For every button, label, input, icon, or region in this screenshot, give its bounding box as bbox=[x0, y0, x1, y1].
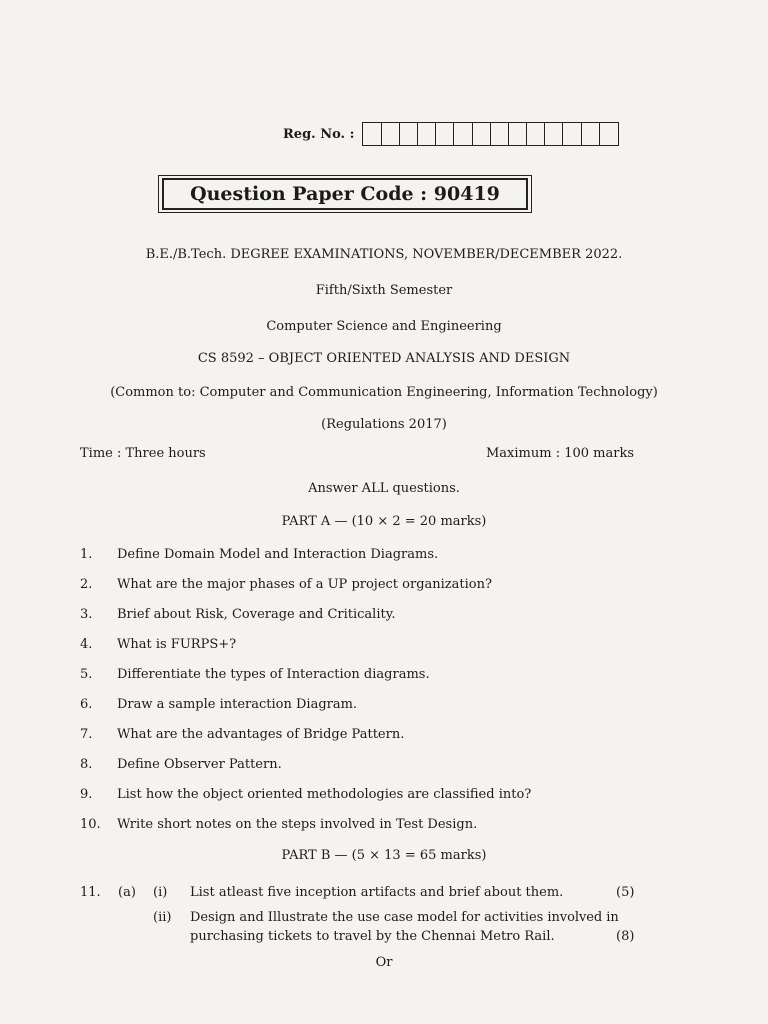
question-text: What is FURPS+? bbox=[117, 637, 237, 652]
question-item bbox=[80, 547, 438, 562]
question-number: 8. bbox=[80, 757, 93, 772]
q11-ii-text-2: purchasing tickets to travel by the Chennai Metro Rail. bbox=[190, 929, 555, 944]
question-text: Brief about Risk, Coverage and Criticality. bbox=[117, 607, 396, 622]
question-number: 6. bbox=[80, 697, 93, 712]
reg-no-box bbox=[563, 123, 581, 145]
reg-no-box bbox=[527, 123, 545, 145]
course-title: CS 8592 – OBJECT ORIENTED ANALYSIS AND DESIGN bbox=[197, 351, 571, 366]
reg-no-box bbox=[363, 123, 381, 145]
question-item bbox=[80, 637, 236, 652]
q11-ii-marks: (8) bbox=[616, 929, 635, 944]
question-text: Draw a sample interaction Diagram. bbox=[117, 697, 358, 712]
q11-i-num: (i) bbox=[153, 885, 168, 900]
reg-no-box bbox=[436, 123, 454, 145]
reg-no-box bbox=[491, 123, 509, 145]
q11-number: 11. bbox=[80, 885, 101, 900]
question-item bbox=[80, 817, 477, 832]
semester: Fifth/Sixth Semester bbox=[315, 283, 453, 298]
question-item bbox=[80, 667, 430, 682]
paper-code: Question Paper Code : 90419 bbox=[162, 178, 528, 210]
reg-no-label: Reg. No. : bbox=[283, 126, 355, 142]
time-label: Time : Three hours bbox=[80, 446, 206, 461]
question-number: 2. bbox=[80, 577, 93, 592]
reg-no-box bbox=[473, 123, 491, 145]
reg-no-box bbox=[545, 123, 563, 145]
reg-no-field bbox=[283, 122, 619, 146]
question-number: 1. bbox=[80, 547, 93, 562]
question-number: 10. bbox=[80, 817, 101, 832]
question-text: Write short notes on the steps involved in Test Design. bbox=[117, 817, 478, 832]
reg-no-box bbox=[400, 123, 418, 145]
question-text: What are the advantages of Bridge Pattern. bbox=[117, 727, 405, 742]
question-item bbox=[80, 607, 395, 622]
question-number: 3. bbox=[80, 607, 93, 622]
q11-sub: (a) bbox=[118, 885, 136, 900]
reg-no-box bbox=[582, 123, 600, 145]
reg-no-box bbox=[600, 123, 618, 145]
part-b-heading: PART B — (5 × 13 = 65 marks) bbox=[281, 848, 487, 863]
instruction: Answer ALL questions. bbox=[308, 481, 460, 496]
q11-ii-text-1: Design and Illustrate the use case model for activities involved in bbox=[190, 910, 619, 925]
question-item bbox=[80, 757, 282, 772]
reg-no-boxes bbox=[362, 122, 619, 146]
department: Computer Science and Engineering bbox=[266, 319, 502, 334]
question-text: Define Domain Model and Interaction Diagrams. bbox=[117, 547, 439, 562]
regulations: (Regulations 2017) bbox=[321, 417, 447, 432]
question-item bbox=[80, 697, 357, 712]
reg-no-box bbox=[382, 123, 400, 145]
reg-no-box bbox=[509, 123, 527, 145]
question-item bbox=[80, 577, 492, 592]
q11-i-text: List atleast five inception artifacts and brief about them. bbox=[190, 885, 564, 900]
reg-no-box bbox=[454, 123, 472, 145]
exam-title: B.E./B.Tech. DEGREE EXAMINATIONS, NOVEMBER/DECEMBER 2022. bbox=[145, 247, 623, 262]
reg-no-box bbox=[418, 123, 436, 145]
question-text: List how the object oriented methodologies are classified into? bbox=[117, 787, 532, 802]
question-text: Differentiate the types of Interaction diagrams. bbox=[117, 667, 430, 682]
or-divider: Or bbox=[375, 955, 393, 970]
maximum-marks: Maximum : 100 marks bbox=[486, 446, 635, 461]
question-number: 7. bbox=[80, 727, 93, 742]
q11-ii-num: (ii) bbox=[153, 910, 172, 925]
question-text: Define Observer Pattern. bbox=[117, 757, 282, 772]
common-to: (Common to: Computer and Communication Engineering, Information Technology) bbox=[110, 385, 658, 400]
question-number: 5. bbox=[80, 667, 93, 682]
question-item bbox=[80, 787, 531, 802]
question-text: What are the major phases of a UP project organization? bbox=[117, 577, 492, 592]
question-number: 9. bbox=[80, 787, 93, 802]
q11-i-marks: (5) bbox=[616, 885, 635, 900]
question-number: 4. bbox=[80, 637, 93, 652]
question-item bbox=[80, 727, 404, 742]
part-a-heading: PART A — (10 × 2 = 20 marks) bbox=[281, 514, 487, 529]
